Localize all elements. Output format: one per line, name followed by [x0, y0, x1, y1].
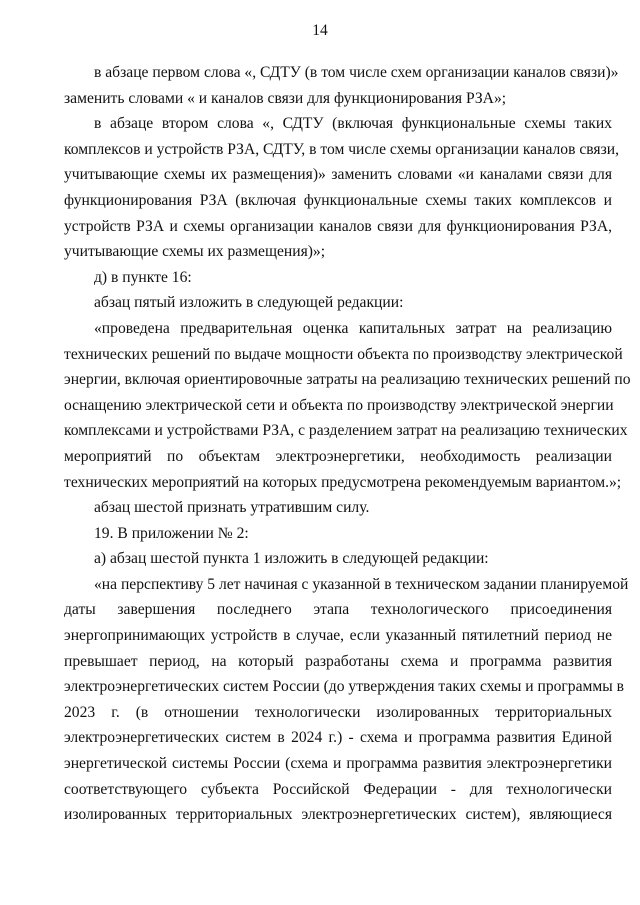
- text-line: изолированных территориальных электроэнергетических систем), являющиеся: [64, 806, 612, 824]
- text-line: энергии, включая ориентировочные затраты на реализацию технических решений по: [64, 371, 631, 389]
- text-line: абзац пятый изложить в следующей редакции:: [94, 294, 404, 312]
- page-number: 14: [312, 22, 328, 39]
- text-line: абзац шестой признать утратившим силу.: [94, 499, 370, 517]
- text-line: заменить словами « и каналов связи для функционирования РЗА»;: [64, 89, 507, 107]
- text-line: функционирования РЗА (включая функциональные схемы таких комплексов и: [64, 191, 612, 209]
- text-line: д) в пункте 16:: [94, 268, 192, 286]
- text-line: «на перспективу 5 лет начиная с указанной в техническом задании планируемой: [94, 575, 629, 593]
- text-line: электроэнергетических систем России (до утверждения таких схемы и программы в: [64, 678, 624, 696]
- text-line: учитывающие схемы их размещения)»;: [64, 243, 326, 261]
- text-line: мероприятий по объектам электроэнергетики, необходимость реализации: [64, 447, 612, 465]
- text-line: энергетической системы России (схема и программа развития электроэнергетики: [64, 755, 612, 773]
- text-line: электроэнергетических систем в 2024 г.) - схема и программа развития Единой: [64, 729, 612, 747]
- text-line: «проведена предварительная оценка капитальных затрат на реализацию: [94, 319, 612, 337]
- text-line: 19. В приложении № 2:: [94, 524, 249, 542]
- text-line: учитывающие схемы их размещения)» заменить словами «и каналами связи для: [64, 166, 612, 184]
- text-line: в абзаце втором слова «, СДТУ (включая функциональные схемы таких: [94, 115, 612, 133]
- text-line: технических решений по выдаче мощности объекта по производству электрической: [64, 345, 623, 363]
- text-line: оснащению электрической сети и объекта по производству электрической энергии: [64, 396, 614, 414]
- text-line: комплексов и устройств РЗА, СДТУ, в том числе схемы организации каналов связи,: [64, 140, 619, 158]
- text-line: комплексами и устройствами РЗА, с разделением затрат на реализацию технических: [64, 422, 628, 440]
- text-line: устройств РЗА и схемы организации каналов связи для функционирования РЗА,: [64, 217, 612, 235]
- text-line: соответствующего субъекта Российской Федерации - для технологически: [64, 780, 612, 798]
- text-line: даты завершения последнего этапа технологического присоединения: [64, 601, 612, 619]
- text-line: энергопринимающих устройств в случае, если указанный пятилетний период не: [64, 627, 612, 645]
- text-line: технических мероприятий на которых предусмотрена рекомендуемым вариантом.»;: [64, 473, 622, 491]
- text-line: 2023 г. (в отношении технологически изолированных территориальных: [64, 703, 612, 721]
- document-body: [64, 60, 631, 828]
- text-line: превышает период, на который разработаны схема и программа развития: [64, 652, 612, 670]
- text-line: а) абзац шестой пункта 1 изложить в следующей редакции:: [94, 550, 489, 568]
- text-line: в абзаце первом слова «, СДТУ (в том числе схем организации каналов связи)»: [94, 64, 619, 81]
